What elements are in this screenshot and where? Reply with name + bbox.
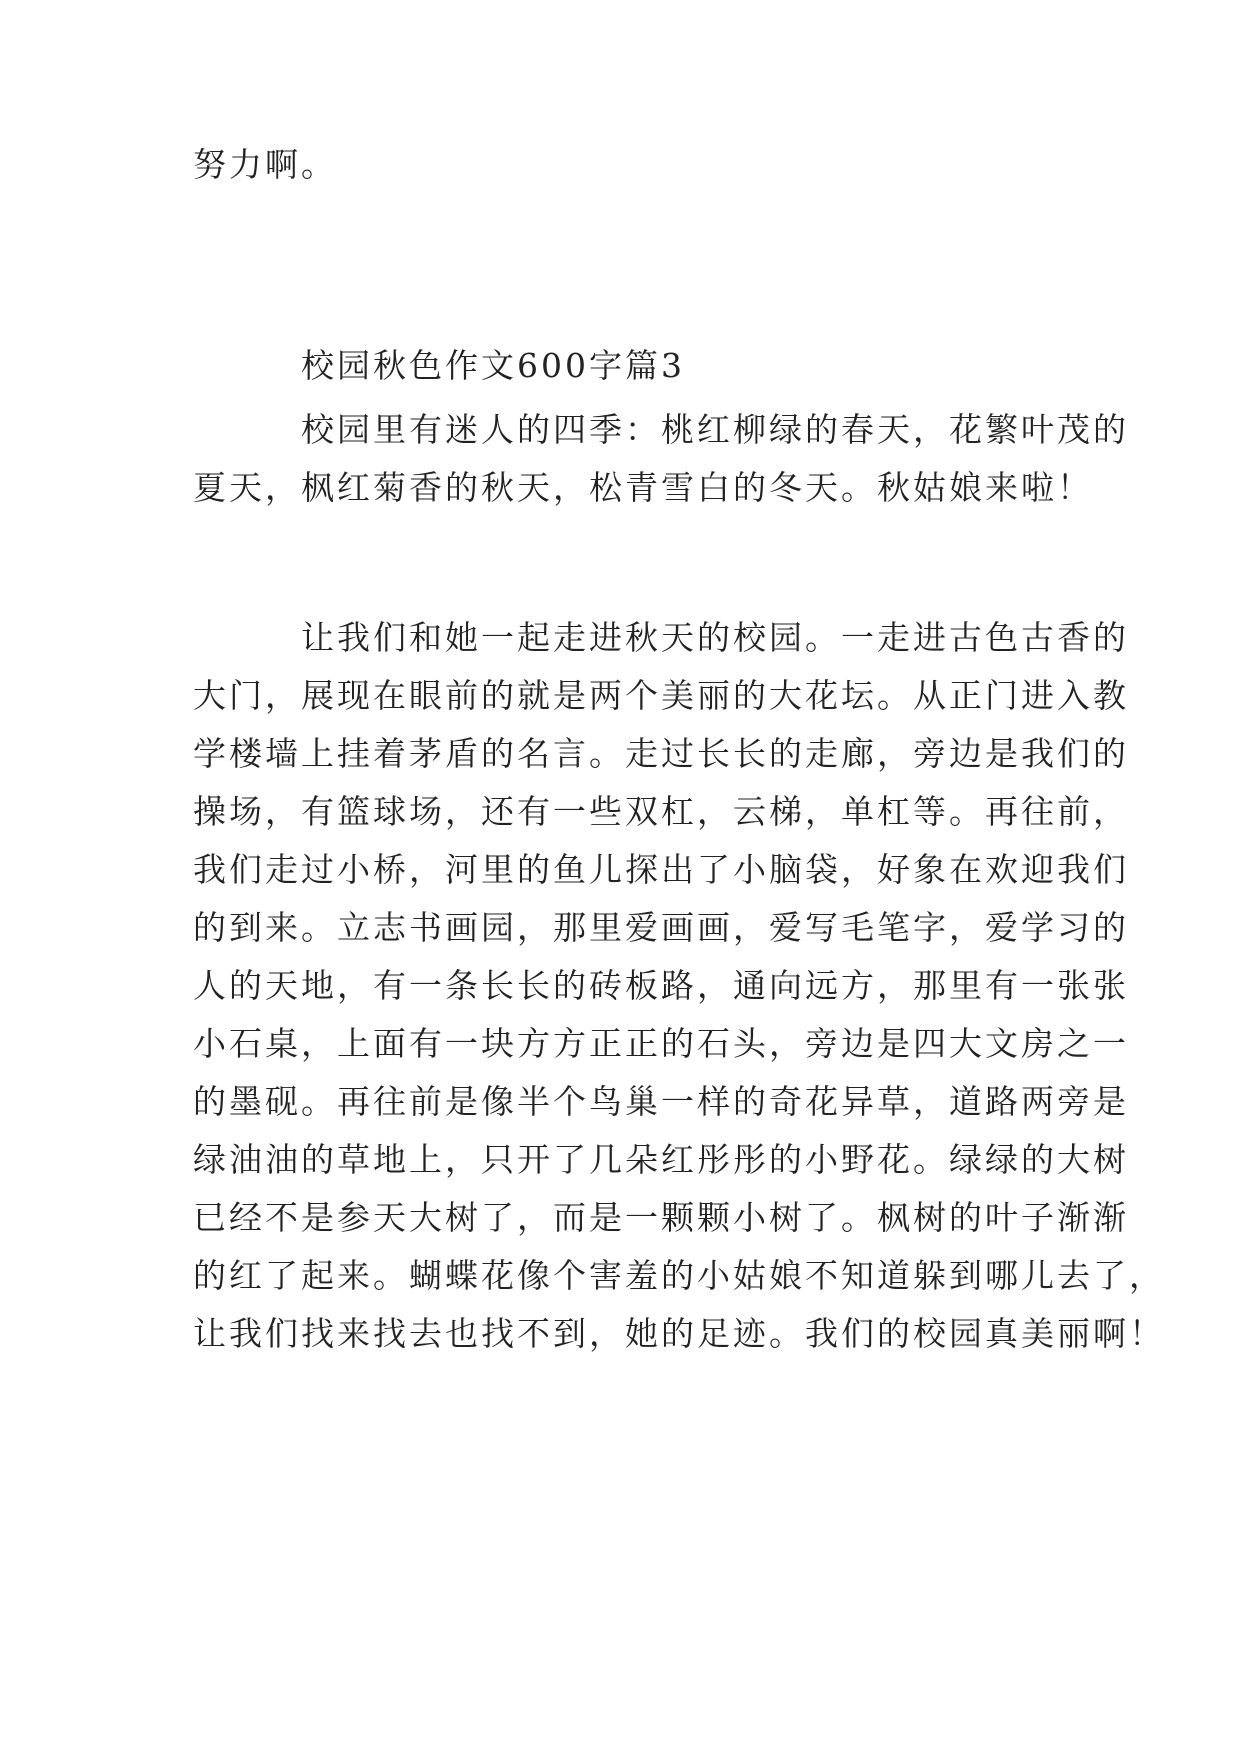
paragraph-line: 夏天，枫红菊香的秋天，松青雪白的冬天。秋姑娘来啦！ [193, 468, 1093, 507]
paragraph-line: 学楼墙上挂着茅盾的名言。走过长长的走廊，旁边是我们的 [193, 734, 1129, 773]
paragraph-line: 我们走过小桥，河里的鱼儿探出了小脑袋，好象在欢迎我们 [193, 850, 1129, 889]
paragraph-line: 已经不是参天大树了，而是一颗颗小树了。枫树的叶子渐渐 [193, 1198, 1129, 1237]
paragraph-line: 的红了起来。蝴蝶花像个害羞的小姑娘不知道躲到哪儿去了， [193, 1256, 1165, 1295]
paragraph-line: 让我们和她一起走进秋天的校园。一走进古色古香的 [301, 618, 1129, 657]
paragraph-line: 操场，有篮球场，还有一些双杠，云梯，单杠等。再往前， [193, 792, 1129, 831]
paragraph-line: 校园里有迷人的四季：桃红柳绿的春天，花繁叶茂的 [301, 410, 1129, 449]
paragraph-line: 的墨砚。再往前是像半个鸟巢一样的奇花异草，道路两旁是 [193, 1082, 1129, 1121]
paragraph-line: 小石桌，上面有一块方方正正的石头，旁边是四大文房之一 [193, 1024, 1129, 1063]
section-title: 校园秋色作文600字篇3 [301, 346, 685, 385]
paragraph-line: 大门，展现在眼前的就是两个美丽的大花坛。从正门进入教 [193, 676, 1129, 715]
paragraph-line: 绿油油的草地上，只开了几朵红彤彤的小野花。绿绿的大树 [193, 1140, 1129, 1179]
paragraph-line: 人的天地，有一条长长的砖板路，通向远方，那里有一张张 [193, 966, 1129, 1005]
paragraph-line: 让我们找来找去也找不到，她的足迹。我们的校园真美丽啊！ [193, 1314, 1165, 1353]
paragraph-line: 的到来。立志书画园，那里爱画画，爱写毛笔字，爱学习的 [193, 908, 1129, 947]
carryover-line: 努力啊。 [193, 145, 337, 184]
